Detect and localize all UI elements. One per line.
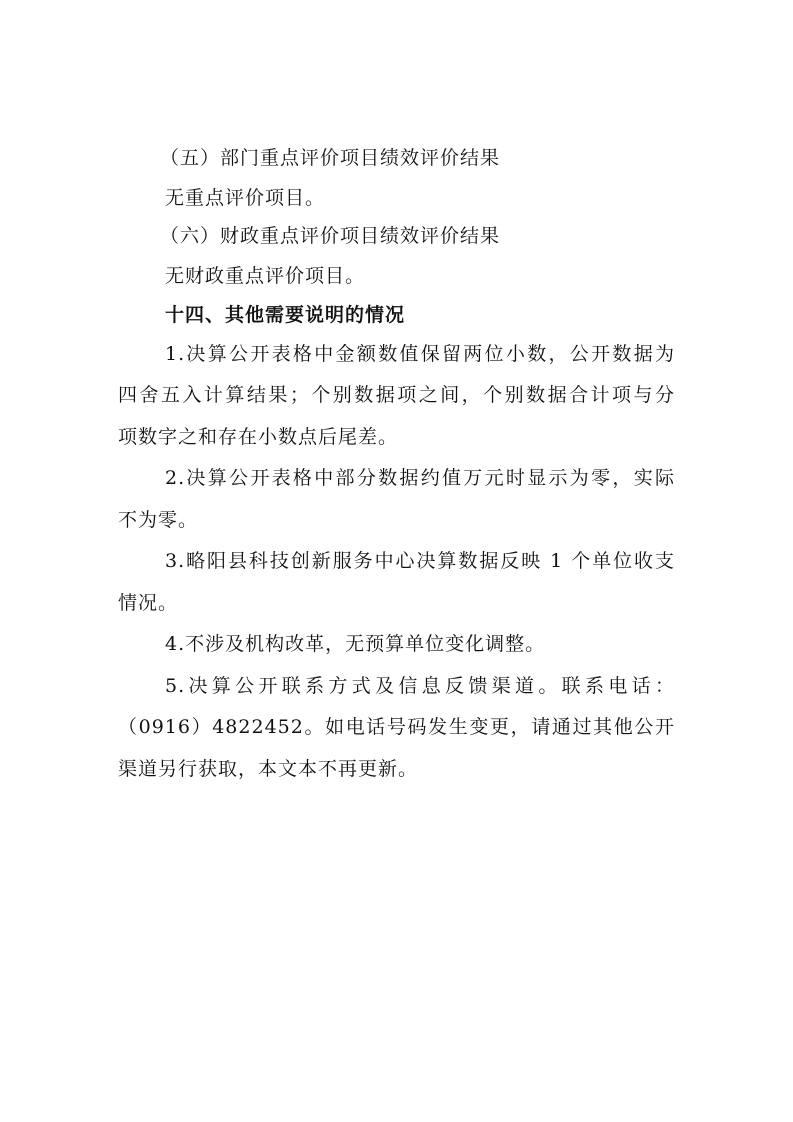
note-4-line-1: 4.不涉及机构改革，无预算单位变化调整。 xyxy=(165,633,546,655)
section-fourteen-heading: 十四、其他需要说明的情况 xyxy=(165,304,406,326)
note-3-line-1: 3.略阳县科技创新服务中心决算数据反映 1 个单位收支 xyxy=(165,550,675,572)
note-5-line-1: 5.决算公开联系方式及信息反馈渠道。联系电话： xyxy=(165,675,675,697)
note-2-line-2: 不为零。 xyxy=(118,509,199,531)
note-1-line-1: 1.决算公开表格中金额数值保留两位小数，公开数据为 xyxy=(165,343,675,365)
note-5-line-2: （0916）4822452。如电话号码发生变更，请通过其他公开 xyxy=(118,716,675,738)
section-six-body: 无财政重点评价项目。 xyxy=(165,265,366,287)
note-5-line-3: 渠道另行获取，本文本不再更新。 xyxy=(118,758,419,780)
note-3-line-2: 情况。 xyxy=(118,592,179,614)
note-1-line-3: 项数字之和存在小数点后尾差。 xyxy=(118,426,399,448)
section-six-heading: （六）财政重点评价项目绩效评价结果 xyxy=(160,225,501,247)
section-five-body: 无重点评价项目。 xyxy=(165,187,326,209)
section-five-heading: （五）部门重点评价项目绩效评价结果 xyxy=(160,147,501,169)
note-1-line-2: 四舍五入计算结果；个别数据项之间，个别数据合计项与分 xyxy=(118,384,675,406)
note-2-line-1: 2.决算公开表格中部分数据约值万元时显示为零，实际 xyxy=(165,467,675,489)
